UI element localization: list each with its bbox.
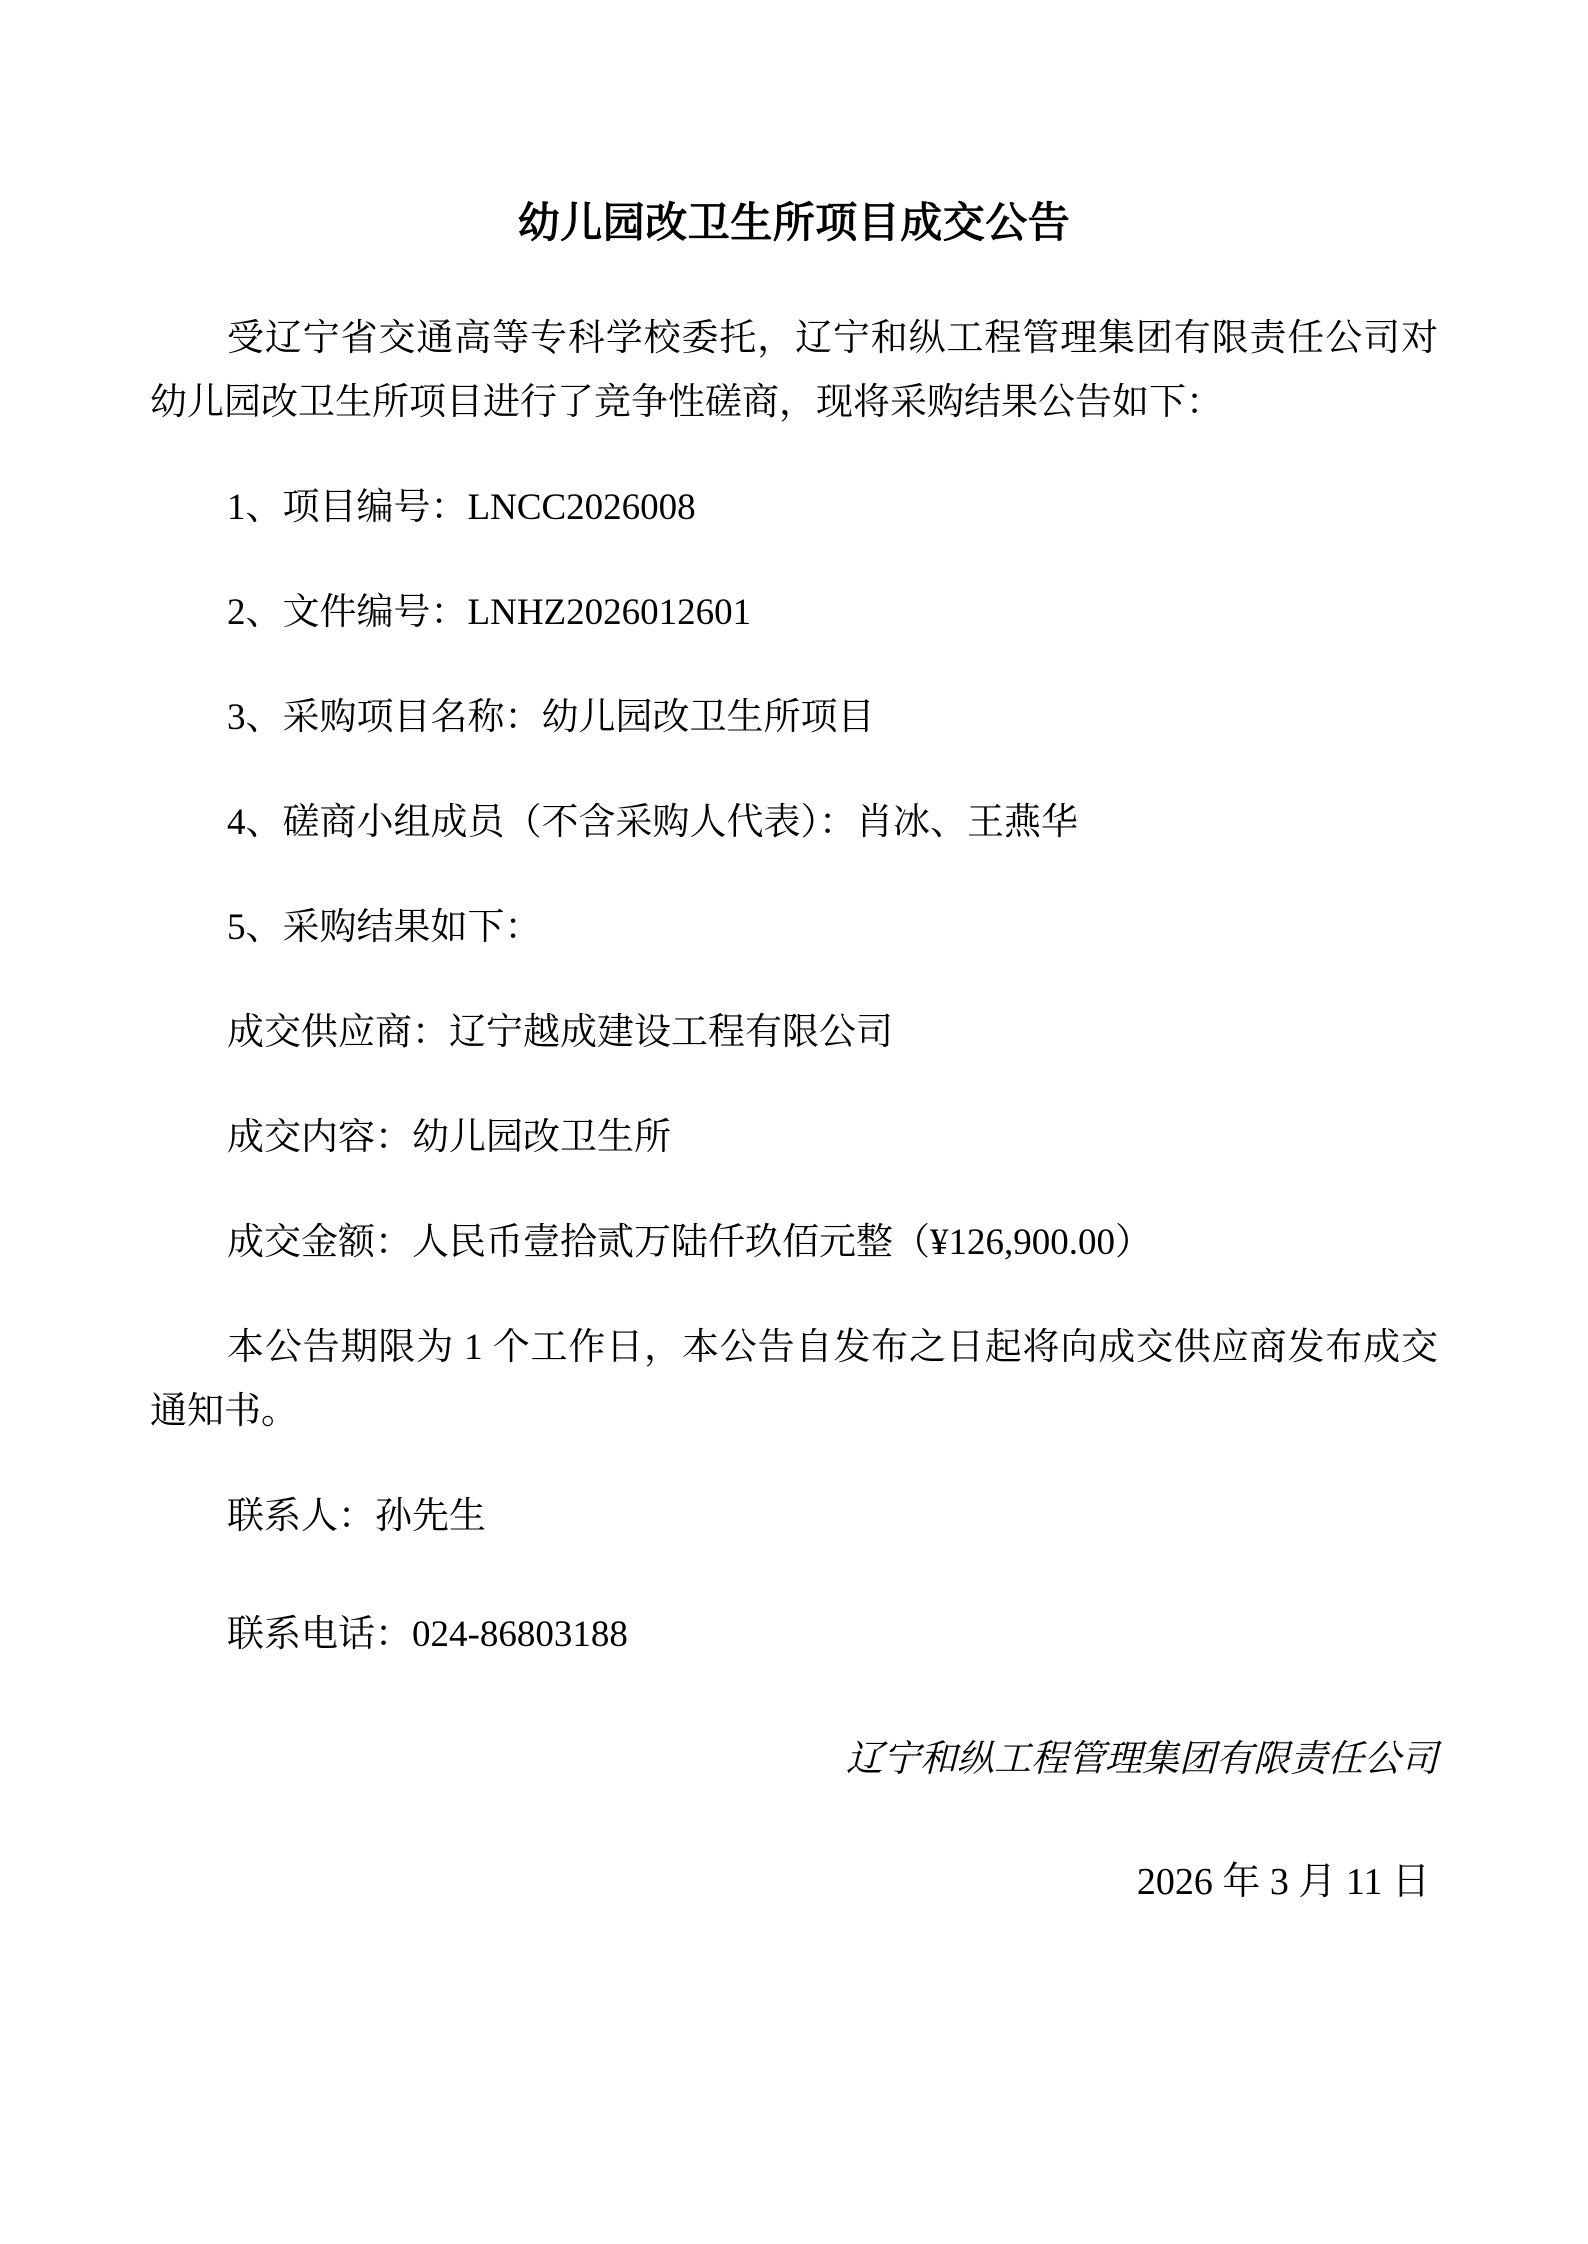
item-value: LNHZ2026012601 xyxy=(467,592,752,633)
contact-person-line xyxy=(150,1485,1438,1549)
contact-phone-line xyxy=(150,1603,1438,1667)
item-result-heading xyxy=(150,896,1438,960)
intro-paragraph: 受辽宁省交通高等专科学校委托，辽宁和纵工程管理集团有限责任公司对幼儿园改卫生所项目进行了竞争性磋商，现将采购结果公告如下： xyxy=(150,318,1438,423)
item-value: LNCC2026008 xyxy=(467,487,696,528)
item-winning-supplier xyxy=(150,1001,1438,1065)
contact-phone-label: 联系电话： xyxy=(227,1614,412,1655)
item-value: 幼儿园改卫生所 xyxy=(412,1117,671,1158)
item-project-number xyxy=(150,476,1438,540)
item-value: 人民币壹拾贰万陆仟玖佰元整（¥126,900.00） xyxy=(412,1222,1152,1263)
item-label: 1、项目编号： xyxy=(227,487,468,528)
item-label: 2、文件编号： xyxy=(227,592,468,633)
item-project-name xyxy=(150,686,1438,750)
item-value: 辽宁越成建设工程有限公司 xyxy=(449,1012,893,1053)
item-award-content xyxy=(150,1106,1438,1170)
item-value: 幼儿园改卫生所项目 xyxy=(541,697,875,738)
item-label: 4、磋商小组成员（不含采购人代表）： xyxy=(227,802,856,843)
signature-date: 2026 年 3 月 11 日 xyxy=(1136,1861,1430,1903)
notice-paragraph: 本公告期限为 1 个工作日，本公告自发布之日起将向成交供应商发布成交通知书。 xyxy=(150,1327,1438,1432)
item-value: 肖冰、王燕华 xyxy=(856,802,1078,843)
item-label: 5、采购结果如下： xyxy=(227,907,542,948)
item-panel-members xyxy=(150,791,1438,855)
item-label: 成交金额： xyxy=(227,1222,412,1263)
item-document-number xyxy=(150,581,1438,645)
page-title: 幼儿园改卫生所项目成交公告 xyxy=(517,201,1071,247)
signature-company: 辽宁和纵工程管理集团有限责任公司 xyxy=(846,1739,1438,1780)
item-label: 成交供应商： xyxy=(227,1012,449,1053)
contact-person-label: 联系人： xyxy=(227,1496,375,1537)
contact-phone-value: 024-86803188 xyxy=(412,1614,628,1655)
item-label: 3、采购项目名称： xyxy=(227,697,542,738)
item-award-amount xyxy=(150,1211,1438,1275)
item-label: 成交内容： xyxy=(227,1117,412,1158)
contact-person-value: 孙先生 xyxy=(375,1496,486,1537)
